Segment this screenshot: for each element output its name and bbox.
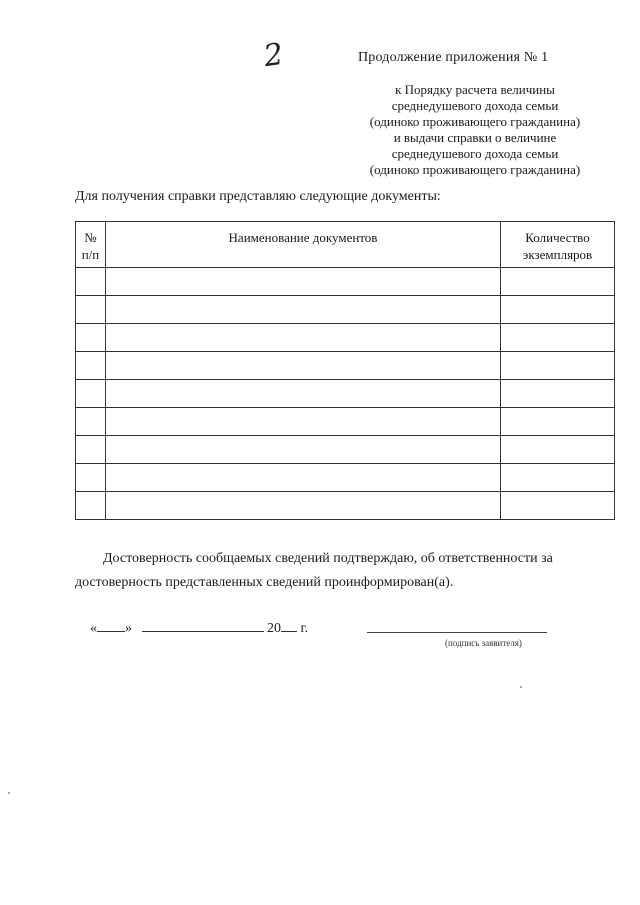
table-header-row (76, 222, 615, 268)
scan-speck (520, 686, 522, 688)
column-header-name (106, 222, 501, 268)
document-name-cell[interactable] (106, 296, 501, 324)
column-header-number-line1: № (84, 230, 97, 245)
year-suffix: г. (300, 621, 309, 636)
table-row (76, 324, 615, 352)
row-number-cell[interactable] (76, 492, 106, 520)
quantity-cell[interactable] (501, 324, 615, 352)
row-number-cell[interactable] (76, 464, 106, 492)
table-row (76, 380, 615, 408)
row-number-cell[interactable] (76, 268, 106, 296)
row-number-cell[interactable] (76, 352, 106, 380)
subtitle-line: (одиноко проживающего гражданина) (369, 162, 581, 177)
document-name-cell[interactable] (106, 352, 501, 380)
document-name-cell[interactable] (106, 408, 501, 436)
table-body (76, 268, 615, 520)
document-name-cell[interactable] (106, 464, 501, 492)
subtitle-line: к Порядку расчета величины (395, 82, 555, 97)
row-number-cell[interactable] (76, 296, 106, 324)
subtitle-line: среднедушевого дохода семьи (391, 146, 559, 161)
document-name-cell[interactable] (106, 492, 501, 520)
column-header-quantity-line1: Количество (525, 230, 590, 245)
confirmation-text (75, 547, 623, 595)
row-number-cell[interactable] (76, 324, 106, 352)
table-row (76, 464, 615, 492)
table-row (76, 408, 615, 436)
document-name-cell[interactable] (106, 380, 501, 408)
table-row (76, 268, 615, 296)
year-prefix: 20 (267, 621, 281, 636)
table-row (76, 296, 615, 324)
scan-speck (8, 792, 10, 794)
subtitle-line: среднедушевого дохода семьи (391, 98, 559, 113)
table-row (76, 436, 615, 464)
signature-caption: (подпись заявителя) (445, 638, 522, 648)
document-name-cell[interactable] (106, 436, 501, 464)
column-header-name-label: Наименование документов (228, 230, 378, 245)
year-blank[interactable] (281, 619, 297, 632)
day-blank[interactable] (97, 619, 125, 632)
subtitle-line: (одиноко проживающего гражданина) (369, 114, 581, 129)
column-header-quantity (501, 222, 615, 268)
quantity-cell[interactable] (501, 492, 615, 520)
quantity-cell[interactable] (501, 408, 615, 436)
quantity-cell[interactable] (501, 268, 615, 296)
appendix-title: Продолжение приложения № 1 (358, 50, 549, 65)
row-number-cell[interactable] (76, 436, 106, 464)
table-row (76, 352, 615, 380)
intro-text: Для получения справки представляю следующие документы: (75, 189, 441, 204)
document-name-cell[interactable] (106, 268, 501, 296)
handwritten-page-number: 2 (261, 36, 286, 75)
month-blank[interactable] (142, 619, 264, 632)
date-field (90, 619, 308, 637)
row-number-cell[interactable] (76, 408, 106, 436)
signature-line[interactable] (367, 632, 547, 633)
open-quote: « (90, 621, 97, 636)
column-header-quantity-line2: экземпляров (522, 247, 593, 262)
table-row (76, 492, 615, 520)
quantity-cell[interactable] (501, 464, 615, 492)
appendix-subtitle (330, 82, 620, 178)
document-name-cell[interactable] (106, 324, 501, 352)
row-number-cell[interactable] (76, 380, 106, 408)
quantity-cell[interactable] (501, 296, 615, 324)
documents-table (75, 221, 615, 520)
subtitle-line: и выдачи справки о величине (393, 130, 557, 145)
quantity-cell[interactable] (501, 380, 615, 408)
column-header-number (76, 222, 106, 268)
column-header-number-line2: п/п (81, 247, 100, 262)
quantity-cell[interactable] (501, 352, 615, 380)
quantity-cell[interactable] (501, 436, 615, 464)
close-quote: » (125, 621, 132, 636)
confirmation-statement: Достоверность сообщаемых сведений подтверждаю, об ответственности за достоверность представленных сведений проинформирован(а). (75, 551, 553, 590)
